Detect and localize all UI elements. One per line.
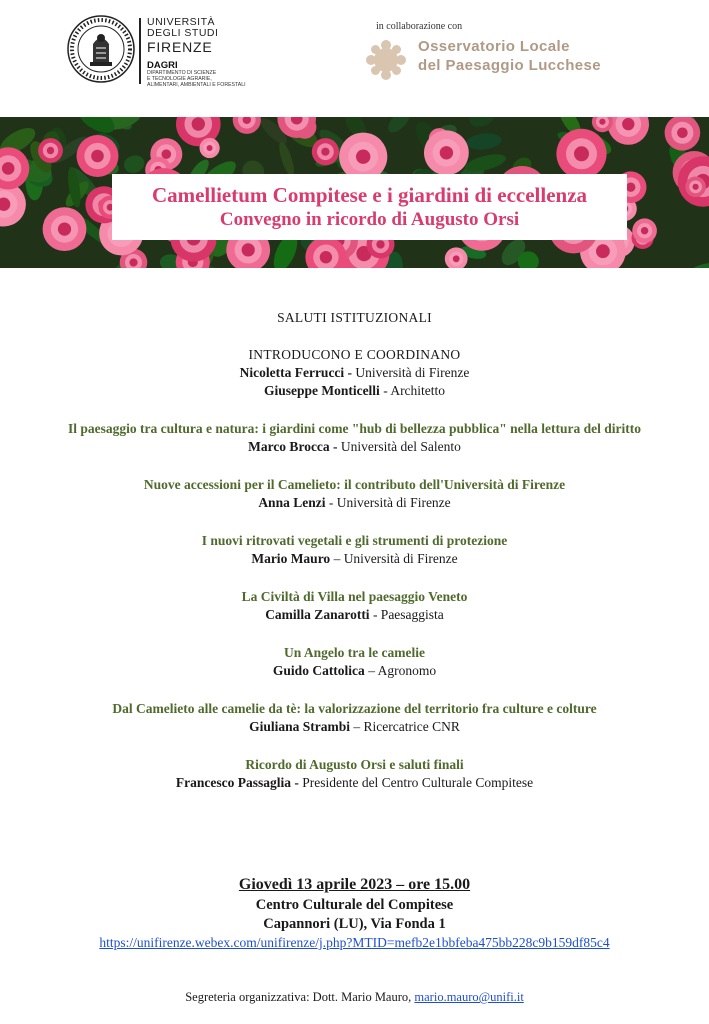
- camellia-flower-shape: [77, 135, 119, 177]
- camellia-flower-shape: [608, 117, 649, 145]
- speaker-name: Francesco Passaglia -: [175, 775, 299, 790]
- secretariat: [0, 989, 709, 1005]
- camellia-flower-shape: [424, 130, 469, 175]
- leaf-shape: [276, 140, 297, 178]
- program: [0, 310, 709, 792]
- department-acronym: DAGRI: [147, 60, 178, 71]
- university-name: [147, 17, 218, 55]
- leaf-shape: [689, 261, 709, 268]
- talk-item: [0, 756, 709, 792]
- leaf-shape: [384, 117, 414, 136]
- department-line-3: ALIMENTARI, AMBIENTALI E FORESTALI: [147, 81, 246, 88]
- collaboration-label: in collaborazione con: [376, 21, 463, 32]
- department-line-2: E TECNOLOGIE AGRARIE,: [147, 75, 212, 82]
- university-line-3: FIRENZE: [147, 39, 213, 55]
- university-line-1: UNIVERSITÀ: [147, 16, 216, 28]
- event-venue: Centro Culturale del Compitese: [255, 897, 454, 913]
- talk-item: [0, 644, 709, 680]
- speaker-name: Anna Lenzi: [258, 495, 326, 510]
- speaker-name: Mario Mauro: [251, 551, 331, 566]
- speaker-affiliation: Università del Salento: [337, 439, 461, 454]
- speaker-affiliation: - Università di Firenze: [325, 495, 451, 510]
- speaker-name: Nicoletta Ferrucci -: [239, 365, 353, 380]
- department-name: [147, 61, 246, 88]
- logo-divider: [139, 18, 141, 84]
- speaker-name: Giuliana Strambi: [249, 719, 351, 734]
- university-seal-logo: [66, 14, 136, 84]
- title-box: [112, 174, 627, 240]
- observatory-logo: [364, 38, 408, 82]
- talk-item: [0, 476, 709, 512]
- camellia-flower-shape: [38, 138, 63, 163]
- speaker-affiliation: - Paesaggista: [369, 607, 444, 622]
- intro-person: [0, 382, 709, 400]
- talk-title: Un Angelo tra le camelie: [284, 645, 425, 660]
- talk-item: [0, 420, 709, 456]
- event-address: Capannori (LU), Via Fonda 1: [263, 916, 446, 932]
- speaker-name: Marco Brocca -: [248, 439, 338, 454]
- talk-title: I nuovi ritrovati vegetali e gli strumenti di protezione: [201, 533, 508, 548]
- speaker-name: Guido Cattolica: [272, 663, 365, 678]
- webex-link[interactable]: https://unifirenze.webex.com/unifirenze/j.php?MTID=mefb2e1bbfeba475bb228c9b159df85c4: [99, 935, 610, 950]
- event-subtitle: Convegno in ricordo di Augusto Orsi: [219, 209, 520, 230]
- camellia-flower-shape: [665, 117, 701, 151]
- observatory-line-1: Osservatorio Locale: [418, 38, 570, 55]
- leaf-shape: [467, 117, 497, 130]
- camellia-flower-shape: [0, 147, 29, 189]
- event-date-time: Giovedì 13 aprile 2023 – ore 15.00: [238, 876, 471, 893]
- talk-title: Il paesaggio tra cultura e natura: i giardini come "hub di bellezza pubblica" nella lettura del diritto: [68, 421, 641, 436]
- speaker-affiliation: Presidente del Centro Culturale Compitese: [298, 775, 534, 790]
- speaker-affiliation: - Architetto: [379, 383, 446, 398]
- secretariat-label: Segreteria organizzativa: Dott. Mario Mauro,: [185, 990, 415, 1004]
- observatory-line-2: del Paesaggio Lucchese: [418, 57, 602, 74]
- talk-item: [0, 588, 709, 624]
- event-title: Camellietum Compitese e i giardini di eccellenza: [151, 183, 588, 207]
- speaker-name: Giuseppe Monticelli: [263, 383, 380, 398]
- intro-block: [0, 346, 709, 400]
- intro-person: [0, 364, 709, 382]
- talk-item: [0, 532, 709, 568]
- talk-title: Nuove accessioni per il Camelieto: il contributo dell'Università di Firenze: [143, 477, 566, 492]
- speaker-affiliation: Università di Firenze: [352, 365, 470, 380]
- page-header: [0, 0, 709, 112]
- talk-title: Ricordo di Augusto Orsi e saluti finali: [245, 757, 464, 772]
- speaker-affiliation: – Agronomo: [364, 663, 437, 678]
- speaker-affiliation: – Università di Firenze: [330, 551, 458, 566]
- camellia-flower-shape: [312, 138, 339, 165]
- webex-link-row: [0, 934, 709, 952]
- camellia-flower-shape: [233, 117, 261, 134]
- leaf-shape: [122, 153, 147, 176]
- speaker-name: Camilla Zanarotti: [265, 607, 370, 622]
- camellia-flower-shape: [556, 129, 606, 179]
- talk-item: [0, 700, 709, 736]
- speaker-affiliation: – Ricercatrice CNR: [350, 719, 460, 734]
- observatory-name: [418, 37, 601, 75]
- camellia-flower-shape: [632, 218, 657, 243]
- leaf-shape: [465, 132, 502, 151]
- talk-title: La Civiltà di Villa nel paesaggio Veneto: [241, 589, 468, 604]
- camellia-flower-shape: [200, 138, 220, 158]
- secretariat-email-link[interactable]: mario.mauro@unifi.it: [414, 990, 524, 1004]
- greetings-heading: SALUTI ISTITUZIONALI: [277, 310, 432, 325]
- camellia-flower-shape: [685, 177, 706, 198]
- talk-title: Dal Camelieto alle camelie da tè: la valorizzazione del territorio fra culture e colture: [112, 701, 597, 716]
- intro-heading: INTRODUCONO E COORDINANO: [248, 347, 461, 362]
- camellia-flower-shape: [43, 207, 87, 251]
- department-line-1: DIPARTIMENTO DI SCIENZE: [147, 70, 217, 76]
- university-line-2: DEGLI STUDI: [147, 27, 219, 39]
